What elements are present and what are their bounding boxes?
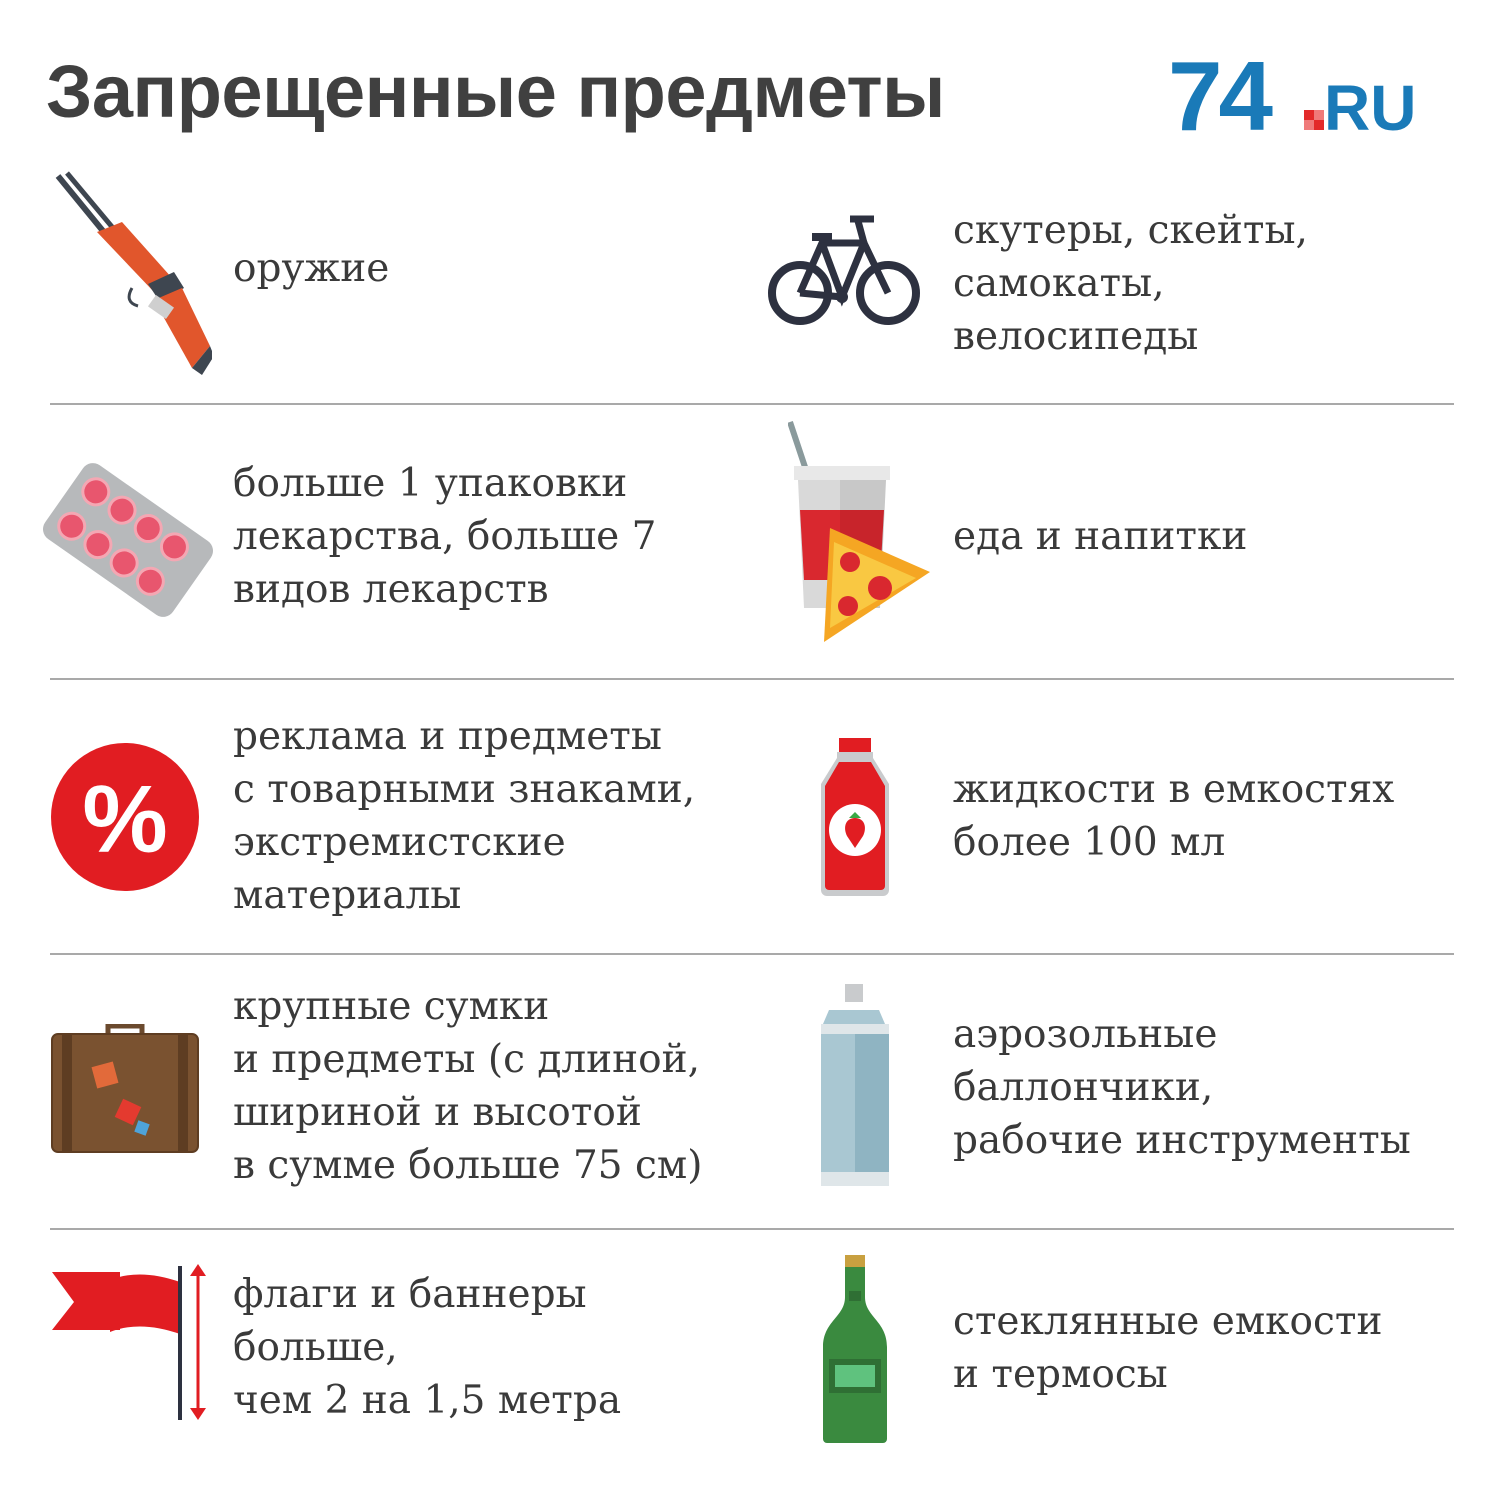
item-label-aerosols: аэрозольные баллончики, рабочие инструменты (953, 1012, 1411, 1163)
item-label-advertising: реклама и предметы с товарными знаками, экстремистские материалы (233, 714, 696, 918)
row-divider (50, 403, 1454, 405)
item-label-weapons: оружие (233, 246, 390, 291)
glass-bottle-icon (823, 1255, 887, 1445)
suitcase-icon (50, 1024, 200, 1154)
flag-icon (50, 1260, 220, 1425)
item-label-medicine: больше 1 упаковки лекарства, больше 7 видов лекарств (233, 461, 657, 612)
logo-number: 74 (1168, 50, 1270, 142)
row-divider (50, 953, 1454, 955)
row-divider (50, 1228, 1454, 1230)
logo-suffix: RU (1324, 72, 1417, 142)
item-label-flags: флаги и баннеры больше, чем 2 на 1,5 метра (233, 1272, 622, 1423)
item-label-bags: крупные сумки и предметы (с длиной, шириной и высотой в сумме больше 75 см) (233, 984, 703, 1188)
drink-pizza-icon (788, 420, 933, 645)
page-title: Запрещенные предметы (46, 50, 945, 133)
rifle-icon (52, 170, 212, 375)
bicycle-icon (766, 213, 926, 331)
pills-blister-icon (40, 455, 215, 625)
site-logo (1168, 50, 1463, 142)
svg-text:%: % (82, 766, 168, 873)
item-label-glass: стеклянные емкости и термосы (953, 1299, 1383, 1397)
item-label-food: еда и напитки (953, 514, 1248, 559)
item-label-liquids: жидкости в емкостях более 100 мл (953, 767, 1395, 865)
percent-badge-icon (50, 742, 200, 892)
row-divider (50, 678, 1454, 680)
aerosol-can-icon (815, 984, 895, 1194)
juice-bottle-icon (817, 738, 893, 898)
item-label-scooters: скутеры, скейты, самокаты, велосипеды (953, 208, 1308, 359)
